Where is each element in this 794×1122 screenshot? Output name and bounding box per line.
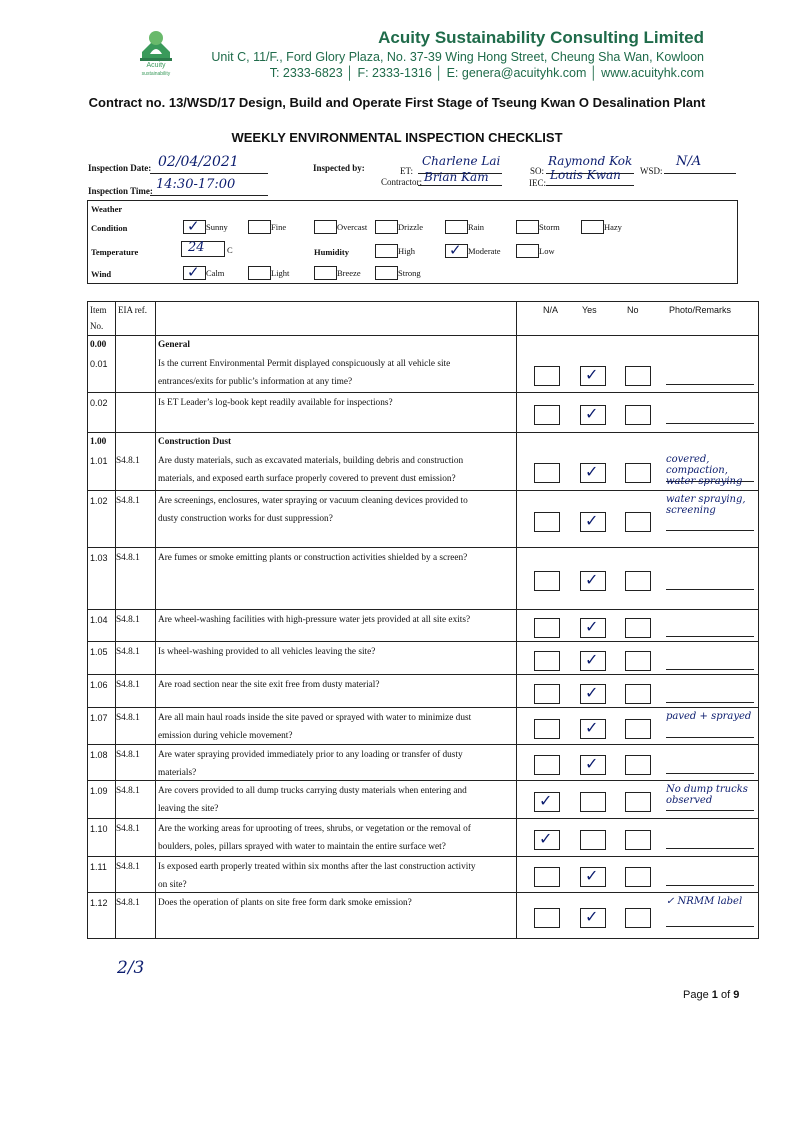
checklist-table xyxy=(87,301,759,939)
wind-breeze-label: Breeze xyxy=(337,268,361,278)
remark-text: water spraying, screening xyxy=(666,494,746,516)
remark-text: covered, compaction, water spraying xyxy=(666,454,743,487)
inspection-date-label: Inspection Date: xyxy=(88,163,152,173)
iec-value: Louis Kwan xyxy=(550,168,621,182)
condition-drizzle-checkbox[interactable] xyxy=(375,220,398,234)
humidity-low-label: Low xyxy=(539,246,555,256)
checkmark-icon: ✓ xyxy=(585,650,599,669)
remark-text: No dump trucks observed xyxy=(666,784,748,806)
header-na: N/A xyxy=(543,305,559,315)
checkmark-icon: ✓ xyxy=(585,617,599,636)
item-number: 1.08 xyxy=(90,750,108,760)
answer-no-checkbox[interactable] xyxy=(625,651,651,671)
section-number: 0.00 xyxy=(90,340,107,350)
question-text: emission during vehicle movement? xyxy=(158,731,293,741)
row-divider xyxy=(88,609,758,610)
remarks-line xyxy=(666,885,754,886)
item-number: 1.06 xyxy=(90,680,108,690)
question-text: entrances/exits for public’s information at any time? xyxy=(158,377,353,387)
answer-no-checkbox[interactable] xyxy=(625,867,651,887)
company-name: Acuity Sustainability Consulting Limited xyxy=(378,28,704,47)
remarks-line xyxy=(666,636,754,637)
wind-calm-checkbox[interactable] xyxy=(183,263,206,281)
answer-no-checkbox[interactable] xyxy=(625,684,651,704)
answer-no-checkbox[interactable] xyxy=(625,908,651,928)
answer-no-checkbox[interactable] xyxy=(625,830,651,850)
condition-sunny-label: Sunny xyxy=(206,222,228,232)
eia-reference: S4.8.1 xyxy=(116,713,140,723)
inspected-by-label: Inspected by: xyxy=(313,163,365,173)
header-item: Item xyxy=(90,305,107,315)
et-value: Charlene Lai xyxy=(422,154,501,168)
header-no: No. xyxy=(90,321,104,331)
remarks-line xyxy=(666,530,754,531)
header-remarks: Photo/Remarks xyxy=(669,305,732,315)
so-label: SO: xyxy=(530,166,545,176)
eia-reference: S4.8.1 xyxy=(116,898,140,908)
eia-reference: S4.8.1 xyxy=(116,786,140,796)
remarks-line xyxy=(666,773,754,774)
row-divider xyxy=(88,674,758,675)
checkmark-icon: ✓ xyxy=(585,570,599,589)
temperature-value: 24 xyxy=(188,240,205,255)
item-number: 1.09 xyxy=(90,786,108,796)
page-of: of xyxy=(720,989,731,1001)
question-text: materials? xyxy=(158,768,197,778)
section-number: 1.00 xyxy=(90,437,107,447)
wind-strong-checkbox[interactable] xyxy=(375,266,398,280)
contractor-value: Brian Kam xyxy=(424,170,489,184)
answer-na-checkbox[interactable] xyxy=(534,684,560,704)
answer-na-checkbox[interactable] xyxy=(534,792,560,812)
condition-rain-label: Rain xyxy=(468,222,485,232)
temperature-label: Temperature xyxy=(91,247,139,257)
condition-fine-label: Fine xyxy=(271,222,287,232)
condition-storm-label: Storm xyxy=(539,222,560,232)
remarks-line xyxy=(666,669,754,670)
answer-no-checkbox[interactable] xyxy=(625,405,651,425)
company-contact: T: 2333-6823 │ F: 2333-1316 │ E: genera@acuityhk.com │ www.acuityhk.com xyxy=(269,66,704,80)
answer-no-checkbox[interactable] xyxy=(625,366,651,386)
item-number: 1.03 xyxy=(90,553,108,563)
answer-na-checkbox[interactable] xyxy=(534,512,560,532)
checkmark-icon: ✓ xyxy=(585,754,599,773)
remarks-line xyxy=(666,423,754,424)
wind-light-checkbox[interactable] xyxy=(248,266,271,280)
answer-yes-checkbox[interactable] xyxy=(580,463,606,483)
question-text: leaving the site? xyxy=(158,804,219,814)
question-text: Does the operation of plants on site free form dark smoke emission? xyxy=(158,898,412,908)
wind-strong-label: Strong xyxy=(398,268,421,278)
contractor-label: Contractor: xyxy=(381,177,422,187)
weather-title: Weather xyxy=(91,204,123,214)
remarks-line xyxy=(666,810,754,811)
question-text: Is the current Environmental Permit displayed conspicuously at all vehicle site xyxy=(158,359,451,369)
checkmark-icon: ✓ xyxy=(585,365,599,384)
item-number: 0.02 xyxy=(90,398,108,408)
checkmark-icon: ✓ xyxy=(585,683,599,702)
question-text: Are wheel-washing facilities with high-pressure water jets provided at all site exits? xyxy=(158,615,471,625)
answer-yes-checkbox[interactable] xyxy=(580,618,606,638)
question-text: Are road section near the site exit free from dusty material? xyxy=(158,680,380,690)
inspection-time-label: Inspection Time: xyxy=(88,186,153,196)
answer-no-checkbox[interactable] xyxy=(625,618,651,638)
wind-label: Wind xyxy=(91,269,112,279)
condition-rain-checkbox[interactable] xyxy=(445,220,468,234)
answer-yes-checkbox[interactable] xyxy=(580,830,606,850)
condition-overcast-label: Overcast xyxy=(337,222,368,232)
header-yes: Yes xyxy=(582,305,597,315)
answer-no-checkbox[interactable] xyxy=(625,463,651,483)
temperature-box[interactable] xyxy=(181,241,225,257)
checkmark-icon: ✓ xyxy=(585,511,599,530)
answer-na-checkbox[interactable] xyxy=(534,830,560,850)
question-text: Are the working areas for uprooting of trees, shrubs, or vegetation or the removal of xyxy=(158,824,471,834)
wsd-label: WSD: xyxy=(640,166,663,176)
contract-title: Contract no. 13/WSD/17 Design, Build and Operate First Stage of Tseung Kwan O Desalination Plant xyxy=(88,95,706,110)
answer-na-checkbox[interactable] xyxy=(534,463,560,483)
answer-yes-checkbox[interactable] xyxy=(580,755,606,775)
inspection-time-value: 14:30-17:00 xyxy=(156,177,236,192)
answer-na-checkbox[interactable] xyxy=(534,405,560,425)
humidity-label: Humidity xyxy=(314,247,349,257)
answer-yes-checkbox[interactable] xyxy=(580,512,606,532)
logo-subtext: sustainability xyxy=(141,71,171,77)
page-number: 1 xyxy=(711,989,718,1001)
page-prefix: Page xyxy=(683,989,709,1001)
answer-no-checkbox[interactable] xyxy=(625,755,651,775)
eia-reference: S4.8.1 xyxy=(116,862,140,872)
remarks-line xyxy=(666,589,754,590)
answer-no-checkbox[interactable] xyxy=(625,719,651,739)
answer-na-checkbox[interactable] xyxy=(534,618,560,638)
weather-box xyxy=(87,200,738,284)
header-no-col: No xyxy=(627,305,639,315)
question-text: Is ET Leader’s log-book kept readily available for inspections? xyxy=(158,398,393,408)
col-divider xyxy=(155,302,156,938)
item-number: 1.01 xyxy=(90,456,108,466)
company-address: Unit C, 11/F., Ford Glory Plaza, No. 37-39 Wing Hong Street, Cheung Sha Wan, Kowloon xyxy=(211,50,704,64)
row-divider xyxy=(88,856,758,857)
humidity-moderate-checkbox[interactable] xyxy=(445,241,468,259)
question-text: Are fumes or smoke emitting plants or construction activities shielded by a screen? xyxy=(158,553,468,563)
answer-na-checkbox[interactable] xyxy=(534,755,560,775)
answer-yes-checkbox[interactable] xyxy=(580,684,606,704)
row-divider xyxy=(88,818,758,819)
answer-no-checkbox[interactable] xyxy=(625,792,651,812)
humidity-high-label: High xyxy=(398,246,415,256)
eia-reference: S4.8.1 xyxy=(116,496,140,506)
condition-drizzle-label: Drizzle xyxy=(398,222,424,232)
row-divider xyxy=(88,744,758,745)
condition-sunny-checkbox[interactable] xyxy=(183,217,206,235)
answer-no-checkbox[interactable] xyxy=(625,512,651,532)
row-divider xyxy=(88,707,758,708)
question-text: Are dusty materials, such as excavated materials, building debris and construction xyxy=(158,456,464,466)
remarks-line xyxy=(666,848,754,849)
row-divider xyxy=(88,392,758,393)
row-divider xyxy=(88,641,758,642)
header-eia-ref: EIA ref. xyxy=(118,305,147,315)
checklist-title: WEEKLY ENVIRONMENTAL INSPECTION CHECKLIST xyxy=(231,130,563,145)
so-value: Raymond Kok xyxy=(548,154,633,168)
checkmark-icon: ✓ xyxy=(187,263,200,281)
answer-yes-checkbox[interactable] xyxy=(580,366,606,386)
remark-text: paved + sprayed xyxy=(666,711,752,722)
answer-yes-checkbox[interactable] xyxy=(580,792,606,812)
answer-yes-checkbox[interactable] xyxy=(580,908,606,928)
answer-na-checkbox[interactable] xyxy=(534,571,560,591)
remarks-line xyxy=(666,702,754,703)
checkmark-icon: ✓ xyxy=(585,718,599,737)
condition-label: Condition xyxy=(91,223,128,233)
humidity-high-checkbox[interactable] xyxy=(375,244,398,258)
question-text: Are covers provided to all dump trucks carrying dusty materials when entering and xyxy=(158,786,467,796)
answer-yes-checkbox[interactable] xyxy=(580,867,606,887)
company-logo xyxy=(132,24,180,80)
answer-yes-checkbox[interactable] xyxy=(580,571,606,591)
question-text: dusty construction works for dust suppression? xyxy=(158,514,333,524)
question-text: boulders, poles, pillars sprayed with water to maintain the entire surface wet? xyxy=(158,842,446,852)
page-footer xyxy=(683,989,739,1001)
condition-hazy-label: Hazy xyxy=(604,222,622,232)
item-number: 0.01 xyxy=(90,359,108,369)
item-number: 1.12 xyxy=(90,898,108,908)
item-number: 1.04 xyxy=(90,615,108,625)
eia-reference: S4.8.1 xyxy=(116,647,140,657)
answer-yes-checkbox[interactable] xyxy=(580,651,606,671)
checkmark-icon: ✓ xyxy=(539,791,553,810)
checkmark-icon: ✓ xyxy=(449,241,462,259)
answer-na-checkbox[interactable] xyxy=(534,867,560,887)
inspection-date-value: 02/04/2021 xyxy=(158,154,239,170)
question-text: materials, and exposed earth surface properly covered to prevent dust emission? xyxy=(158,474,456,484)
answer-yes-checkbox[interactable] xyxy=(580,405,606,425)
remarks-line xyxy=(666,737,754,738)
answer-na-checkbox[interactable] xyxy=(534,366,560,386)
question-text: Are water spraying provided immediately prior to any loading or transfer of dusty xyxy=(158,750,463,760)
eia-reference: S4.8.1 xyxy=(116,615,140,625)
row-divider xyxy=(88,892,758,893)
section-title: General xyxy=(158,340,191,350)
temperature-unit: C xyxy=(227,245,233,255)
wind-light-label: Light xyxy=(271,268,290,278)
answer-yes-checkbox[interactable] xyxy=(580,719,606,739)
eia-reference: S4.8.1 xyxy=(116,680,140,690)
checkmark-icon: ✓ xyxy=(585,404,599,423)
answer-na-checkbox[interactable] xyxy=(534,651,560,671)
eia-reference: S4.8.1 xyxy=(116,553,140,563)
humidity-moderate-label: Moderate xyxy=(468,246,501,256)
condition-overcast-checkbox[interactable] xyxy=(314,220,337,234)
checkmark-icon: ✓ xyxy=(585,907,599,926)
remarks-line xyxy=(666,926,754,927)
row-divider xyxy=(88,780,758,781)
answer-na-checkbox[interactable] xyxy=(534,719,560,739)
item-number: 1.07 xyxy=(90,713,108,723)
condition-hazy-checkbox[interactable] xyxy=(581,220,604,234)
iec-label: IEC: xyxy=(529,178,546,188)
question-text: Are all main haul roads inside the site paved or sprayed with water to minimize dust xyxy=(158,713,472,723)
eia-reference: S4.8.1 xyxy=(116,456,140,466)
eia-reference: S4.8.1 xyxy=(116,750,140,760)
eia-reference: S4.8.1 xyxy=(116,824,140,834)
wsd-value: N/A xyxy=(676,154,702,169)
section-title: Construction Dust xyxy=(158,437,232,447)
humidity-low-checkbox[interactable] xyxy=(516,244,539,258)
item-number: 1.05 xyxy=(90,647,108,657)
checkmark-icon: ✓ xyxy=(585,866,599,885)
remarks-line xyxy=(666,384,754,385)
item-number: 1.11 xyxy=(90,862,107,872)
handwritten-page-count: 2/3 xyxy=(117,958,145,978)
wind-calm-label: Calm xyxy=(206,268,225,278)
checkmark-icon: ✓ xyxy=(585,462,599,481)
logo-text: Acuity xyxy=(146,62,166,69)
answer-na-checkbox[interactable] xyxy=(534,908,560,928)
question-text: on site? xyxy=(158,880,187,890)
row-divider xyxy=(88,547,758,548)
question-text: Is exposed earth properly treated within six months after the last construction activity xyxy=(158,862,476,872)
item-number: 1.02 xyxy=(90,496,108,506)
remark-text: ✓ NRMM label xyxy=(666,896,743,907)
et-label: ET: xyxy=(400,166,414,176)
condition-storm-checkbox[interactable] xyxy=(516,220,539,234)
item-number: 1.10 xyxy=(90,824,108,834)
col-divider xyxy=(516,302,517,938)
condition-fine-checkbox[interactable] xyxy=(248,220,271,234)
wind-breeze-checkbox[interactable] xyxy=(314,266,337,280)
row-divider xyxy=(88,490,758,491)
checkmark-icon: ✓ xyxy=(187,217,200,235)
page-total: 9 xyxy=(733,989,740,1001)
answer-no-checkbox[interactable] xyxy=(625,571,651,591)
question-text: Are screenings, enclosures, water spraying or vacuum cleaning devices provided to xyxy=(158,496,468,506)
checkmark-icon: ✓ xyxy=(539,829,553,848)
question-text: Is wheel-washing provided to all vehicles leaving the site? xyxy=(158,647,376,657)
